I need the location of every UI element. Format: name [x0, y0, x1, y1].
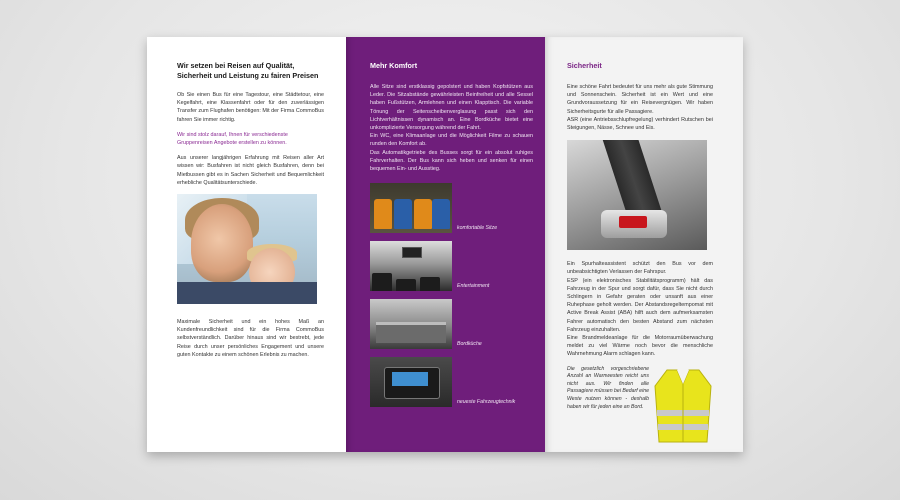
comfort-thumbnails: [370, 183, 533, 407]
thumb-row-kitchen: [370, 299, 533, 349]
entertainment-photo: [370, 241, 452, 291]
brochure: [147, 37, 743, 452]
panel-middle: [346, 37, 545, 452]
middle-heading: Mehr Komfort: [370, 61, 418, 70]
left-heading: Wir setzen bei Reisen auf Qualität, Sicherheit und Leistung zu fairen Preisen: [177, 61, 319, 80]
right-paragraph-3: Ein Spurhalteassistent schützt den Bus vor dem unbeabsichtigten Verlassen der Fahrspur.: [567, 261, 713, 276]
left-paragraph-accent: Wir sind stolz darauf, Ihnen für verschiedenste Gruppenreisen Angebote erstellen zu können.: [177, 131, 288, 147]
middle-paragraph-1: Alle Sitze sind erstklassig gepolstert und haben Kopfstützen aus Leder. Die Sitzabstände gewährleisten Beinfreiheit und alle Sessel haben Fußstützen, Armlehnen und einen Klapptisch. Die variable Tönung der Seitenscheibenverglasung passt sich den Lichtverhältnissen dynamisch an. Eine Bordküche bietet eine unkomplizierte Versorgung während der Fahrt.: [370, 84, 533, 132]
caption-tech: neueste Fahrzeugtechnik: [457, 399, 516, 406]
safety-vest-photo: [653, 366, 713, 446]
caption-seats: komfortable Sitze: [457, 225, 498, 232]
vest-section: [567, 366, 713, 446]
middle-paragraph-3: Das Automatikgetriebe des Busses sorgt für ein absolut ruhiges Fahrverhalten. Der Bus kann sich heben und senken für einen bequemen Ein- und Ausstieg.: [370, 149, 533, 173]
panel-left: [147, 37, 346, 452]
right-heading: Sicherheit: [567, 61, 602, 70]
thumb-row-tech: [370, 357, 533, 407]
right-paragraph-5: Eine Brandmeldeanlage für die Motorraumüberwachung meldet zu viel Wärme noch bevor die menschliche Wahrnehmung Alarm schlagen kann.: [567, 335, 713, 358]
right-paragraph-2: ASR (eine Antriebsschlupfregelung) verhindert Rutschen bei Steigungen, Nässe, Schnee und Eis.: [567, 116, 713, 132]
caption-kitchen: Bordküche: [457, 341, 482, 348]
left-paragraph-1: Ob Sie einen Bus für eine Tagestour, eine Städtetour, eine Kegelfahrt, eine Klassenfahrt oder für den zuverlässigen Transfer zum Flughafen benötigen: Mit der Firma CommoBus fahren Sie immer richtig.: [177, 92, 324, 123]
kitchen-photo: [370, 299, 452, 349]
panel-right: [545, 37, 743, 452]
bus-seats-photo: [370, 183, 452, 233]
vest-caption: Die gesetzlich vorgeschriebene Anzahl an Warnwesten reicht uns nicht aus. Wir finden alle Passagiere müssen bei Bedarf eine Weste nutzen können - deshalb haben wir für jeden eine an Bord.: [567, 365, 649, 410]
caption-entertainment: Entertainment: [457, 283, 490, 290]
middle-paragraph-2: Ein WC, eine Klimaanlage und die Möglichkeit Filme zu schauen runden den Komfort ab.: [370, 133, 533, 148]
thumb-row-entertainment: [370, 241, 533, 291]
left-paragraph-4: Maximale Sicherheit und ein hohes Maß an Kundenfreundlichkeit sind für die Firma CommoBus selbstverständlich. Darüber hinaus sind wir bestrebt, jede Reise durch unser persönliches Engagement und unsere guten Kontakte zu einem schönen Erlebnis zu machen.: [177, 319, 324, 358]
mother-child-photo: [177, 194, 317, 304]
right-paragraph-1: Eine schöne Fahrt bedeutet für uns mehr als gute Stimmung und Sonnenschein. Sicherheit ist ein Wert und eine Grundvoraussetzung für ein Reisevergnügen. Wir haben Sicherheitsgurte für alle Passagiere.: [567, 84, 713, 115]
left-paragraph-3: Aus unserer langjährigen Erfahrung mit Reisen aller Art wissen wir: Busfahren ist nicht gleich Busfahren, denn bei Mietbussen gibt es in Sachen Sicherheit und Bequemlichkeit erhebliche Qualitätsunterschiede.: [177, 155, 324, 186]
seatbelt-photo: [567, 140, 707, 250]
dashboard-photo: [370, 357, 452, 407]
thumb-row-seats: [370, 183, 533, 233]
right-paragraph-4: ESP (ein elektronisches Stabilitätsprogramm) hält das Fahrzeug in der Spur und sorgt dafür, dass Sie nicht durch Schlingern in Gefahr geraten oder unsanft aus einer Ruhephase geholt werden. Der Abstandsregeltempomat mit Active Break Assist (ABA) hilft auch dem aufmerksamsten Fahrer automatisch den besten Abstand zum nächsten Fahrzeug einzuhalten.: [567, 277, 713, 333]
